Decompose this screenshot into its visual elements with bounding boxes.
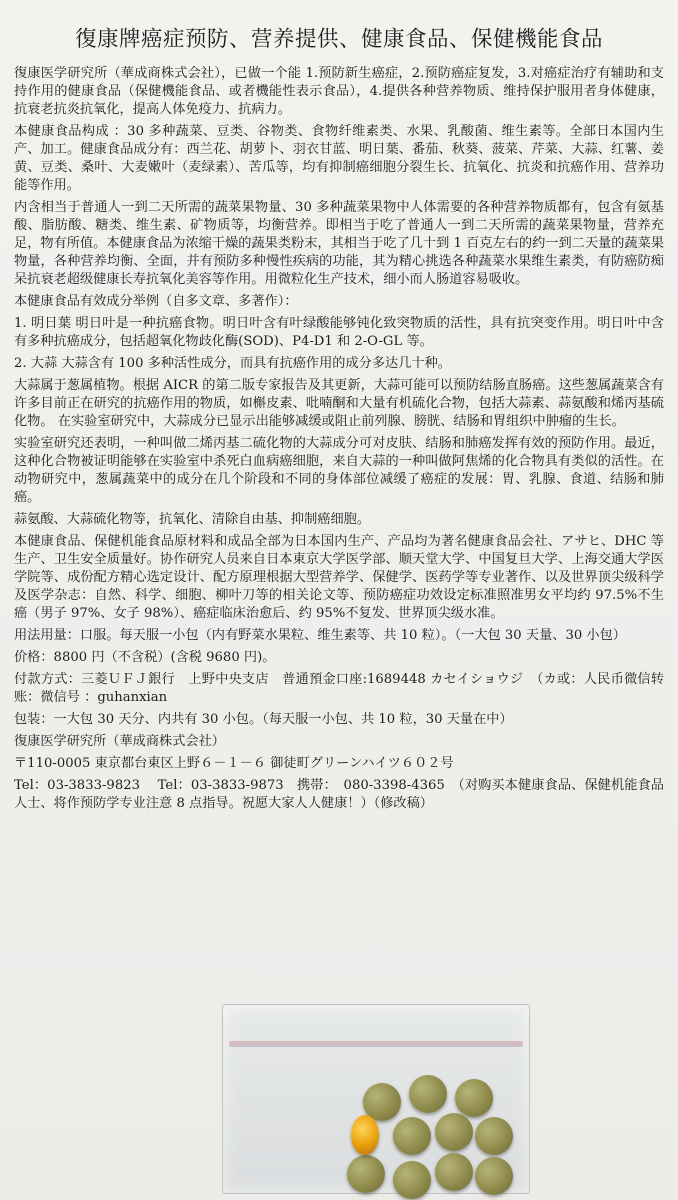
paragraph: 内含相当于普通人一到二天所需的蔬菜果物量、30 多种蔬菜果物中人体需要的各种营养物质都有，包含有氨基酸、脂肪酸、糖类、维生素、矿物质等，均衡营养。即相当于吃了普通人一到二天所需的蔬菜果物量，营养充足，物有所值。本健康食品为浓缩干燥的蔬果类粉末，其相当于吃了几十到 1 百克左右的约一到二天量的蔬菜果物量，各种营养均衡、全面，并有预防多种慢性疾病的功能，其为精心挑选各种蔬菜水果维生素类，有防癌防痴呆抗衰老超级健康长寿抗氧化美容等作用。用微粒化生产技术，细小而人肠道容易吸收。 bbox=[14, 200, 664, 287]
paragraph: 〒110-0005 東京都台東区上野６－１－６ 御徒町グリーンハイツ６０２号 bbox=[14, 756, 454, 771]
tablet bbox=[409, 1075, 447, 1113]
paragraph: 復康医学研究所（華成商株式会社），已做一个能 1.预防新生癌症，2.预防癌症复发，3.对癌症治疗有辅助和支持作用的健康食品（保健機能食品、或者機能性表示食品），4.提供各种营养物质、维持保护服用者身体健康，抗衰老抗炎抗氧化，提高人体免疫力、抗病力。 bbox=[14, 66, 664, 117]
document-title: 復康牌癌症预防、营养提供、健康食品、保健機能食品 bbox=[74, 27, 603, 52]
paragraph: 復康医学研究所（華成商株式会社） bbox=[14, 734, 225, 749]
paragraph: Tel：03-3833-9823 Tel：03-3833-9873 携帯： 080-3398-4365 （对购买本健康食品、保健机能食品人士、将作预防学专业注意 8 点指导。祝愿大家人人健康！）（修改稿） bbox=[14, 778, 664, 811]
tablet bbox=[435, 1113, 473, 1151]
bag-zipper bbox=[229, 1041, 523, 1047]
tablet bbox=[393, 1117, 431, 1155]
tablet bbox=[435, 1153, 473, 1191]
paragraph: 蒜氨酸、大蒜硫化物等，抗氧化、清除自由基、抑制癌细胞。 bbox=[14, 512, 371, 527]
tablet bbox=[475, 1117, 513, 1155]
paragraph: 大蒜属于葱属植物。根据 AICR 的第二版专家报告及其更新，大蒜可能可以预防结肠直肠癌。这些葱属蔬菜含有许多目前正在研究的抗癌作用的物质，如槲皮素、吡喃酮和大量有机硫化合物，包括大蒜素、蒜氨酸和烯丙基硫化物。 在实验室研究中，大蒜成分已显示出能够减缓或阻止前列腺、膀胱、结肠和胃组织中肿瘤的生长。 bbox=[14, 378, 664, 429]
tablet bbox=[455, 1079, 493, 1117]
paragraph: 2. 大蒜 大蒜含有 100 多种活性成分，而具有抗癌作用的成分多达几十种。 bbox=[14, 356, 451, 371]
paragraph: 本健康食品有效成分举例（自多文章、多著作）： bbox=[14, 294, 298, 309]
paragraph: 实验室研究还表明，一种叫做二烯丙基二硫化物的大蒜成分可对皮肤、结肠和肺癌发挥有效的预防作用。最近，这种化合物被证明能够在实验室中杀死白血病癌细胞，来自大蒜的一种叫做阿焦烯的化合物具有类似的活性。在动物研究中，葱属蔬菜中的成分在几个阶段和不同的身体部位减缓了癌症的发展：胃、乳腺、食道、结肠和肺癌。 bbox=[14, 436, 664, 505]
document-body bbox=[14, 65, 664, 813]
product-photo bbox=[0, 1000, 678, 1200]
paragraph: 本健康食品构成 ：30 多种蔬菜、豆类、谷物类、食物纤维素类、水果、乳酸菌、维生素等。全部日本国内生产、加工。健康食品成分有：西兰花、胡萝卜、羽衣甘蓝、明日葉、番茄、秋葵、菠菜、芹菜、大蒜、红薯、姜黄、豆类、桑叶、大麦嫩叶（麦绿素）、苦瓜等，均有抑制癌细胞分裂生长、抗氧化、抗炎和抗癌作用、营养功能等作用。 bbox=[14, 124, 664, 193]
paragraph: 包装：一大包 30 天分、内共有 30 小包。（每天服一小包、共 10 粒，30 天量在中） bbox=[14, 712, 513, 727]
paragraph: 1. 明日葉 明日叶是一种抗癌食物。明日叶含有叶绿酸能够钝化致突物质的活性，具有抗突变作用。明日叶中含有多种抗癌成分，包括超氧化物歧化酶(SOD)、P4-D1 和 2-O-GL 等。 bbox=[14, 316, 664, 349]
paragraph: 用法用量：口服。每天服一小包（内有野菜水果粒、维生素等、共 10 粒）。（一大包 30 天量、30 小包） bbox=[14, 628, 626, 643]
paragraph: 价格：8800 円（不含税）(含税 9680 円)。 bbox=[14, 650, 276, 665]
tablet bbox=[475, 1157, 513, 1195]
paragraph: 付款方式：三菱ＵＦＪ銀行 上野中央支店 普通預金口座:1689448 カセイショウジ （カ或：人民币微信转账：微信号 ：guhanxian bbox=[14, 672, 664, 705]
paragraph: 本健康食品、保健机能食品原材料和成品全部为日本国内生产、产品均为著名健康食品会社、アサヒ、DHC 等生产、卫生安全质量好。协作研究人员来自日本東京大学医学部、顺天堂大学、中国复旦大学、上海交通大学医学院等、成份配方精心选定设计、配方原理根据大型营养学、保健学、医药学等专业著作、以及世界顶尖级科学及医学杂志：自然、科学、细胞、柳叶刀等的相关论文等、预防癌症功效设定标准照准男女平均约 97.5%不生癌（男子 97%、女子 98%）、癌症临床治愈后、约 95%不复发、世界顶尖级水准。 bbox=[14, 534, 664, 621]
plastic-bag bbox=[222, 1004, 530, 1194]
softgel-capsule bbox=[351, 1115, 379, 1155]
tablet bbox=[347, 1155, 385, 1193]
tablet bbox=[393, 1161, 431, 1199]
